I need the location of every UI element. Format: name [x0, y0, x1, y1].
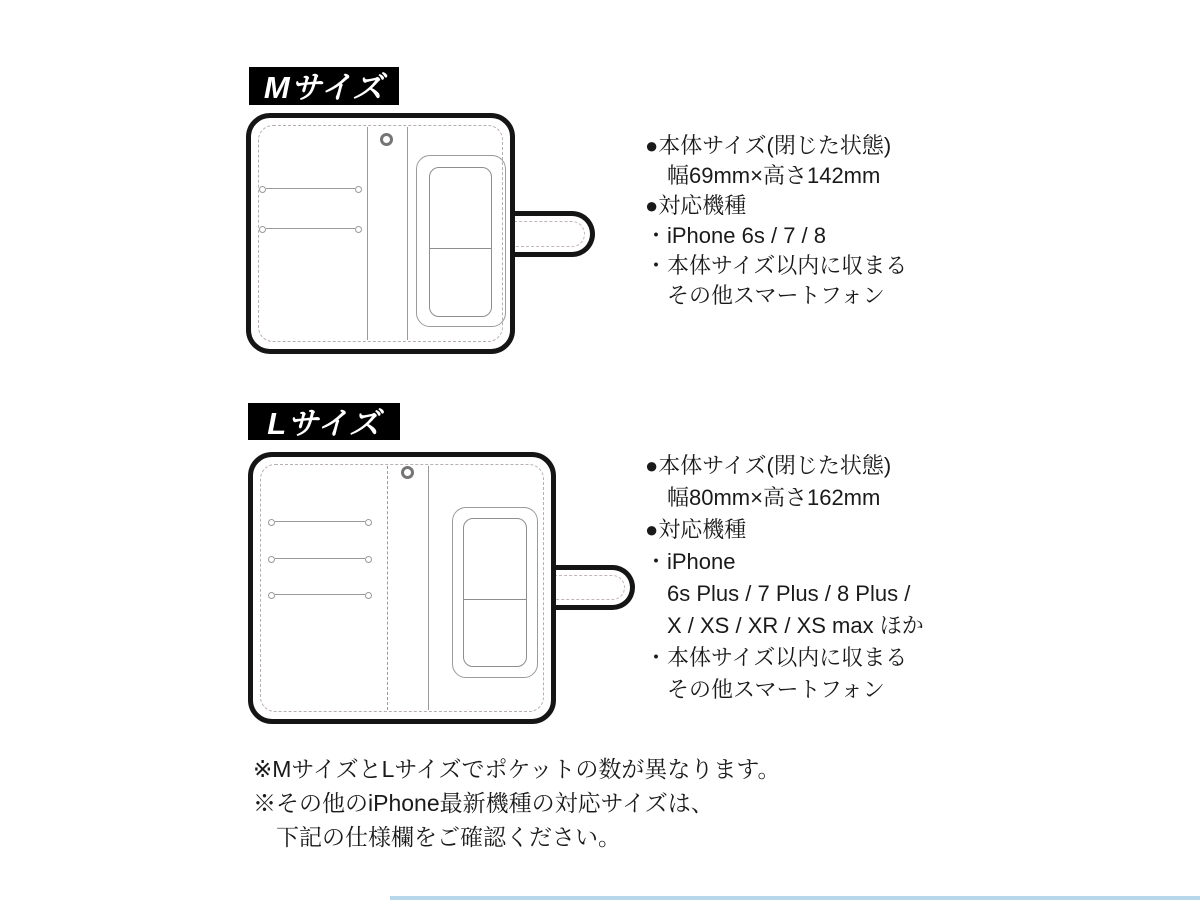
- snap-button: [380, 133, 393, 146]
- size-l-header: [248, 403, 400, 440]
- closure-tab-l: [549, 565, 635, 610]
- footnote-line: 下記の仕様欄をご確認ください。: [276, 824, 621, 850]
- size-m-header-label: Mサイズ: [263, 70, 385, 105]
- card-pocket-slot: [266, 228, 355, 229]
- spec-model-item: ・iPhone 6s / 7 / 8: [645, 223, 826, 248]
- spec-models-title: ●対応機種: [645, 517, 747, 542]
- holder-divider-line: [464, 599, 526, 600]
- spec-model-item: ・本体サイズ以内に収まる: [645, 253, 908, 278]
- spec-model-item: 6s Plus / 7 Plus / 8 Plus /: [667, 581, 911, 606]
- spine-fold-line: [387, 466, 388, 710]
- spec-body-size-value: 幅80mm×高さ162mm: [667, 485, 881, 510]
- card-pocket-slot: [266, 188, 355, 189]
- case-diagram-l: [248, 452, 638, 724]
- closure-tab-m: [509, 211, 595, 257]
- spec-body-size-value: 幅69mm×高さ142mm: [667, 163, 881, 188]
- spine-fold-line: [428, 466, 429, 710]
- card-pocket-slot: [275, 521, 365, 522]
- size-l-header-label: Lサイズ: [267, 405, 381, 441]
- case-diagram-m: [246, 113, 598, 354]
- spec-list-m: [645, 131, 907, 311]
- phone-holder: [452, 507, 538, 678]
- spec-model-item: その他スマートフォン: [667, 677, 885, 702]
- footnote-line: ※MサイズとLサイズでポケットの数が異なります。: [253, 756, 781, 782]
- spine-fold-line: [367, 127, 368, 340]
- footnote-line: ※その他のiPhone最新機種の対応サイズは、: [253, 790, 714, 816]
- spec-body-size-title: ●本体サイズ(閉じた状態): [645, 133, 892, 158]
- bottom-accent-bar: [390, 896, 1200, 900]
- size-m-header: [249, 67, 399, 105]
- phone-holder: [416, 155, 506, 327]
- tab-stitch-line: [549, 575, 625, 600]
- case-body-l: [248, 452, 556, 724]
- phone-holder-window: [429, 167, 492, 317]
- card-pocket-slot: [275, 558, 365, 559]
- card-pocket-slot: [275, 594, 365, 595]
- spec-body-size-title: ●本体サイズ(閉じた状態): [645, 453, 892, 478]
- footnotes: [253, 752, 781, 854]
- spec-model-item: X / XS / XR / XS max ほか: [667, 613, 924, 638]
- holder-divider-line: [430, 248, 491, 249]
- spec-model-item: ・iPhone: [645, 549, 736, 574]
- spec-model-item: その他スマートフォン: [667, 283, 885, 308]
- phone-holder-window: [463, 518, 527, 667]
- tab-stitch-line: [509, 221, 585, 247]
- spine-fold-line: [407, 127, 408, 340]
- spec-model-item: ・本体サイズ以内に収まる: [645, 645, 908, 670]
- spec-models-title: ●対応機種: [645, 193, 747, 218]
- spec-list-l: [645, 450, 924, 706]
- case-body-m: [246, 113, 515, 354]
- snap-button: [401, 466, 414, 479]
